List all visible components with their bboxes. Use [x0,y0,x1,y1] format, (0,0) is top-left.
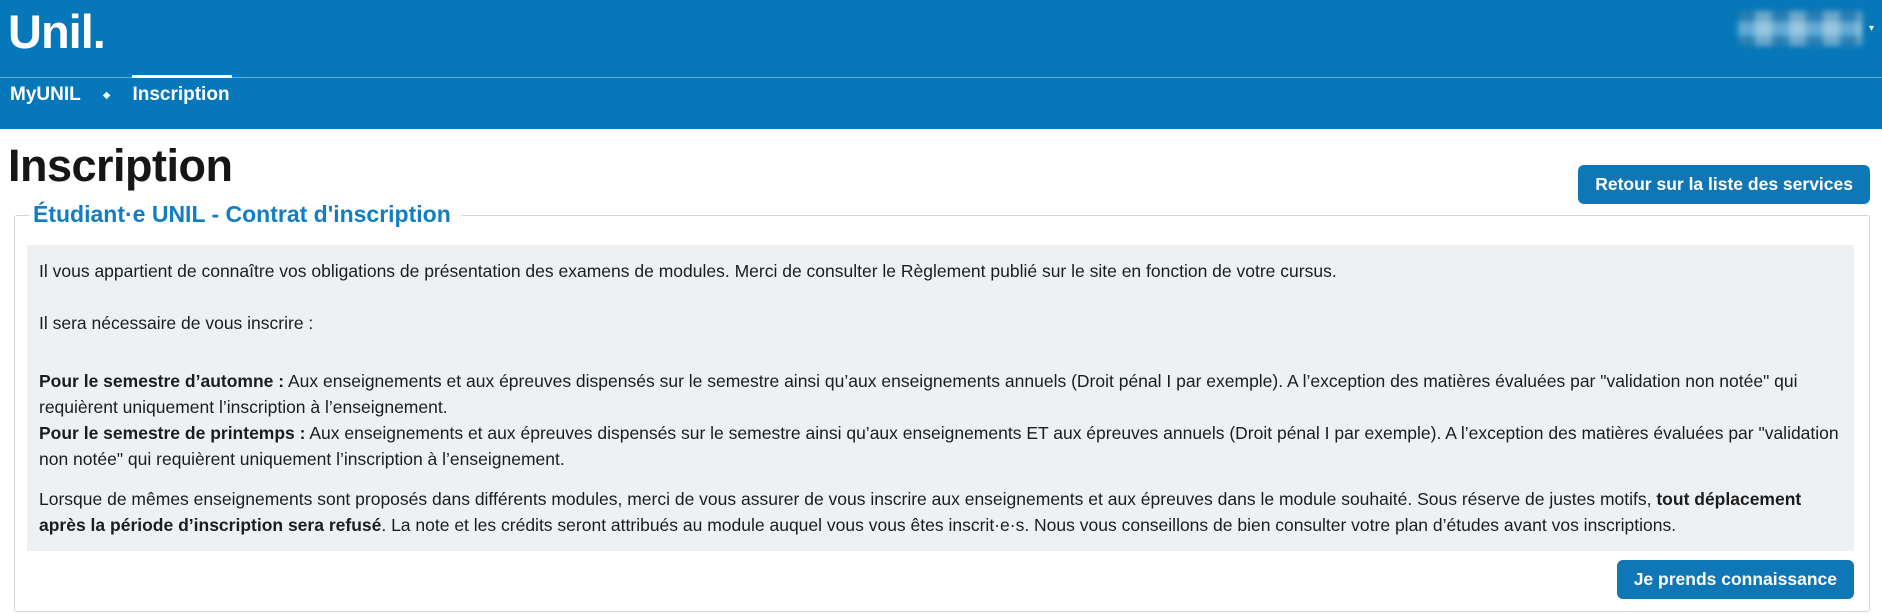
spring-semester-label: Pour le semestre de printemps : [39,422,306,443]
header-divider [0,77,1882,78]
notice-paragraph-inscription-intro: Il sera nécessaire de vous inscrire : [39,312,314,333]
actions-row [27,560,1854,599]
acknowledge-button[interactable]: Je prends connaissance [1617,560,1854,599]
contract-legend: Étudiant·e UNIL - Contrat d'inscription [33,201,451,228]
user-name-redacted [1738,11,1862,46]
user-menu[interactable] [1738,11,1874,46]
notice-paragraph-modules [39,486,1840,538]
notice-paragraph-semesters [39,368,1840,472]
contract-notice-panel [27,245,1854,551]
main-content [0,141,1882,612]
breadcrumb-item-inscription[interactable]: Inscription [132,84,230,105]
modules-text-bold: tout déplacement après la période d’inscription sera refusé [39,488,1802,535]
autumn-semester-text: Aux enseignements et aux épreuves dispensés sur le semestre ainsi qu’aux enseignements annuels (Droit pénal I par exemple). A l’exception des matières évaluées par "validation non notée" qui requièrent uniquement l’inscription à l’enseignement. [39,370,1798,417]
back-to-services-button[interactable]: Retour sur la liste des services [1578,165,1870,204]
spring-semester-text: Aux enseignements et aux épreuves dispensés sur le semestre ainsi qu’aux enseignements ET aux épreuves annuels (Droit pénal I par exemple). A l’exception des matières évaluées par "validation non notée" qui requièrent uniquement l’inscription à l’enseignement. [39,422,1839,469]
app-header [0,0,1882,129]
modules-text-tail: . La note et les crédits seront attribués au module auquel vous vous êtes inscrit·e·s. Nous vous conseillons de bien consulter votre plan d’études avant vos inscriptions. [381,514,1677,535]
modules-text-lead: Lorsque de mêmes enseignements sont proposés dans différents modules, merci de vous assurer de vous inscrire aux enseignements et aux épreuves dans le module souhaité. Sous réserve de justes motifs, [39,488,1657,509]
breadcrumb [10,84,230,106]
page-title: Inscription [8,140,233,191]
unil-logo[interactable]: Unil. [8,5,105,58]
autumn-semester-label: Pour le semestre d’automne : [39,370,285,391]
notice-paragraph-obligations: Il vous appartient de connaître vos obligations de présentation des examens de modules. Merci de consulter le Règlement publié sur le site en fonction de votre cursus. [39,260,1337,281]
chevron-down-icon: ▾ [1868,22,1874,34]
diamond-separator-icon: ◆ [102,89,111,101]
contract-fieldset [14,201,1870,612]
breadcrumb-item-myunil[interactable]: MyUNIL [10,84,81,105]
